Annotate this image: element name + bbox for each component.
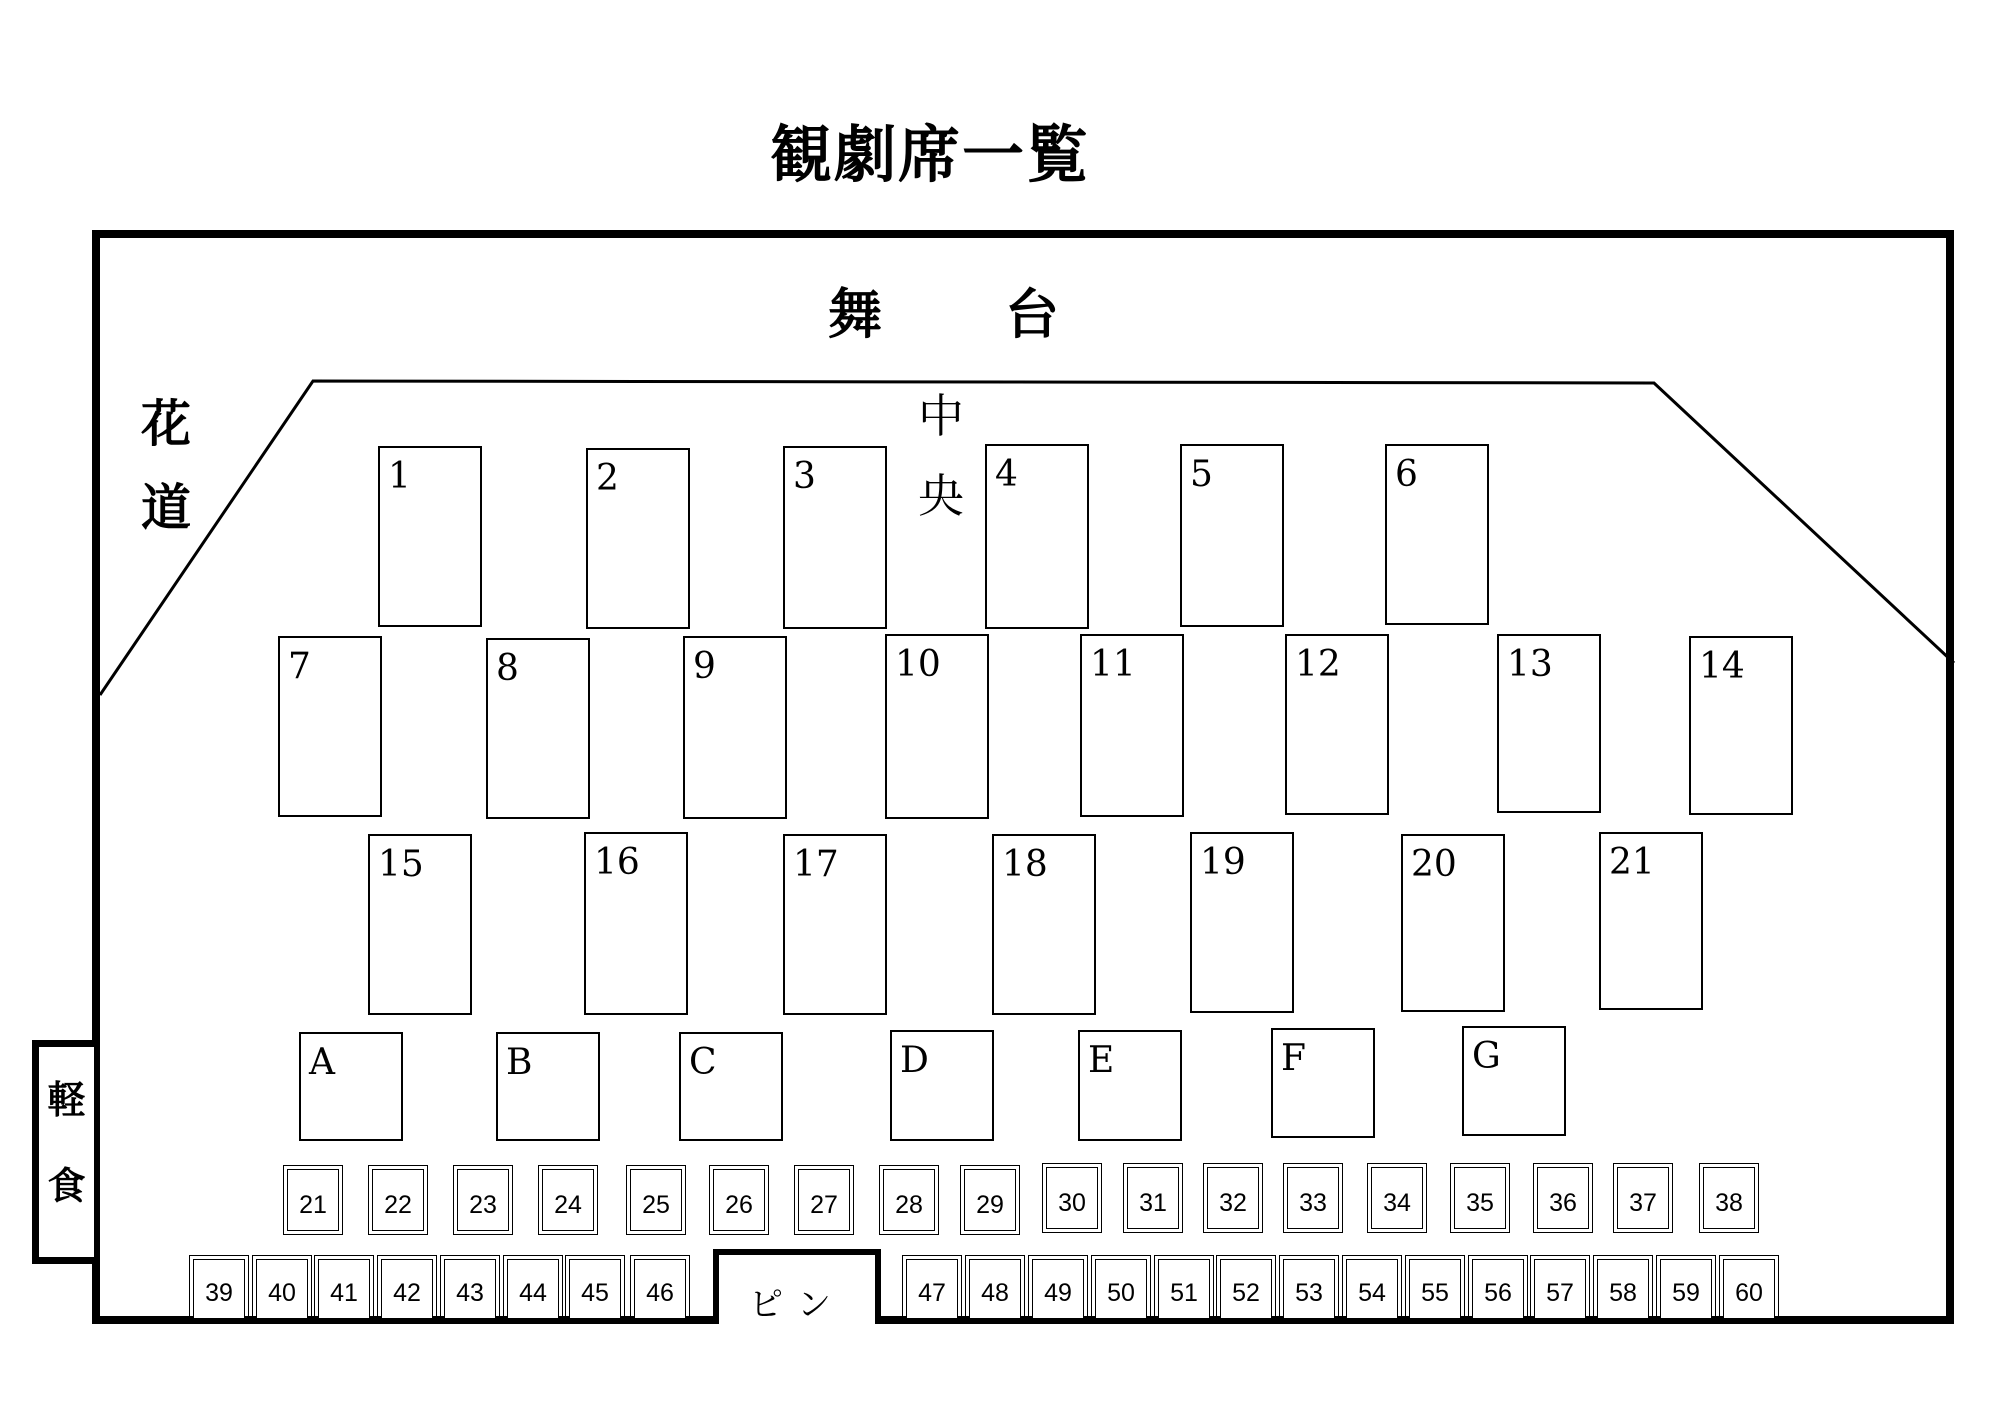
seat-label: B [506, 1042, 533, 1083]
seat-small-label: 28 [895, 1191, 923, 1219]
seat-small-49[interactable] [1032, 1259, 1084, 1319]
seat-label: G [1472, 1036, 1501, 1077]
seat-small-33[interactable] [1287, 1167, 1339, 1229]
seat-label: 15 [378, 844, 424, 885]
seat-label: 17 [793, 844, 839, 885]
seat-small-label: 27 [810, 1191, 838, 1219]
seat-small-label: 59 [1672, 1279, 1700, 1307]
seat-small-39[interactable] [193, 1259, 245, 1319]
seat-label: 16 [594, 842, 640, 883]
seat-small-31[interactable] [1127, 1167, 1179, 1229]
seat-small-label: 22 [384, 1191, 412, 1219]
seat-small-label: 46 [646, 1279, 674, 1307]
stage-label-2: 台 [1005, 283, 1059, 346]
seat-small-40[interactable] [256, 1259, 308, 1319]
seat-small-42[interactable] [381, 1259, 433, 1319]
seat-small-label: 40 [268, 1279, 296, 1307]
seat-3[interactable] [783, 446, 887, 629]
seat-small-34[interactable] [1371, 1167, 1423, 1229]
seat-small-58[interactable] [1597, 1259, 1649, 1319]
seat-small-25[interactable] [630, 1169, 682, 1231]
seat-4[interactable] [985, 444, 1089, 629]
seat-label: 2 [596, 458, 619, 499]
seat-small-52[interactable] [1220, 1259, 1272, 1319]
seat-small-45[interactable] [569, 1259, 621, 1319]
seat-small-label: 43 [456, 1279, 484, 1307]
seat-A[interactable] [299, 1032, 403, 1141]
seat-small-label: 60 [1735, 1279, 1763, 1307]
seat-label: 20 [1411, 844, 1457, 885]
snack-label-2: 食 [47, 1164, 86, 1208]
seat-small-label: 48 [981, 1279, 1009, 1307]
seat-small-47[interactable] [906, 1259, 958, 1319]
seat-17[interactable] [783, 834, 887, 1015]
seat-label: 9 [693, 646, 716, 687]
seat-C[interactable] [679, 1032, 783, 1141]
seat-small-60[interactable] [1723, 1259, 1775, 1319]
seat-small-28[interactable] [883, 1169, 935, 1231]
seat-small-21[interactable] [287, 1169, 339, 1231]
seat-label: E [1088, 1040, 1115, 1081]
seat-small-50[interactable] [1095, 1259, 1147, 1319]
seat-20[interactable] [1401, 834, 1505, 1012]
seat-label: A [309, 1042, 335, 1083]
center-label-1: 中 [918, 389, 964, 443]
seat-small-label: 32 [1219, 1189, 1247, 1217]
seat-8[interactable] [486, 638, 590, 819]
seat-19[interactable] [1190, 832, 1294, 1013]
seat-small-23[interactable] [457, 1169, 509, 1231]
seat-E[interactable] [1078, 1030, 1182, 1141]
center-label-2: 央 [918, 469, 964, 523]
seat-small-label: 25 [642, 1191, 670, 1219]
seat-small-label: 41 [330, 1279, 358, 1307]
seat-small-label: 45 [581, 1279, 609, 1307]
seat-label: 14 [1699, 646, 1745, 687]
seat-small-label: 57 [1546, 1279, 1574, 1307]
seat-9[interactable] [683, 636, 787, 819]
pin-label: ピン [749, 1285, 845, 1325]
seat-small-label: 39 [205, 1279, 233, 1307]
seat-small-label: 34 [1383, 1189, 1411, 1217]
seat-small-label: 56 [1484, 1279, 1512, 1307]
seat-small-54[interactable] [1346, 1259, 1398, 1319]
seat-small-48[interactable] [969, 1259, 1021, 1319]
seat-15[interactable] [368, 834, 472, 1015]
seat-small-46[interactable] [634, 1259, 686, 1319]
seat-12[interactable] [1285, 634, 1389, 815]
seat-label: 13 [1507, 644, 1553, 685]
seat-small-55[interactable] [1409, 1259, 1461, 1319]
seat-14[interactable] [1689, 636, 1793, 815]
seat-label: C [689, 1042, 717, 1083]
seat-small-43[interactable] [444, 1259, 496, 1319]
seat-label: 10 [895, 644, 941, 685]
pin-spot-booth [713, 1249, 881, 1324]
seat-label: 12 [1295, 644, 1341, 685]
seat-small-27[interactable] [798, 1169, 850, 1231]
seat-label: F [1281, 1038, 1306, 1079]
seat-small-51[interactable] [1158, 1259, 1210, 1319]
snack-label-1: 軽 [47, 1078, 86, 1122]
seat-small-label: 58 [1609, 1279, 1637, 1307]
seat-5[interactable] [1180, 444, 1284, 627]
seat-B[interactable] [496, 1032, 600, 1141]
seat-label: 1 [388, 456, 411, 497]
seat-small-label: 49 [1044, 1279, 1072, 1307]
seat-small-label: 38 [1715, 1189, 1743, 1217]
seat-small-26[interactable] [713, 1169, 765, 1231]
seat-small-41[interactable] [318, 1259, 370, 1319]
seat-small-label: 51 [1170, 1279, 1198, 1307]
seat-11[interactable] [1080, 634, 1184, 817]
seat-small-57[interactable] [1534, 1259, 1586, 1319]
seat-10[interactable] [885, 634, 989, 819]
seat-small-label: 31 [1139, 1189, 1167, 1217]
seat-small-label: 42 [393, 1279, 421, 1307]
seat-small-37[interactable] [1617, 1167, 1669, 1229]
snack-corner [32, 1040, 94, 1264]
seat-label: 8 [496, 648, 519, 689]
seat-label: 6 [1395, 454, 1418, 495]
seat-small-label: 52 [1232, 1279, 1260, 1307]
seat-label: 18 [1002, 844, 1048, 885]
seat-small-38[interactable] [1703, 1167, 1755, 1229]
seat-label: D [900, 1040, 929, 1081]
seat-small-22[interactable] [372, 1169, 424, 1231]
seat-label: 4 [995, 454, 1018, 495]
seat-6[interactable] [1385, 444, 1489, 625]
seat-label: 19 [1200, 842, 1246, 883]
seat-label: 5 [1190, 454, 1213, 495]
seat-small-label: 37 [1629, 1189, 1657, 1217]
seat-small-label: 44 [519, 1279, 547, 1307]
seat-7[interactable] [278, 636, 382, 817]
seat-small-label: 47 [918, 1279, 946, 1307]
seat-small-24[interactable] [542, 1169, 594, 1231]
seat-2[interactable] [586, 448, 690, 629]
seat-small-36[interactable] [1537, 1167, 1589, 1229]
seat-18[interactable] [992, 834, 1096, 1015]
seat-small-label: 21 [299, 1191, 327, 1219]
seat-16[interactable] [584, 832, 688, 1015]
seat-21[interactable] [1599, 832, 1703, 1010]
seat-small-label: 55 [1421, 1279, 1449, 1307]
seat-label: 21 [1609, 842, 1655, 883]
hanamichi-label-2: 道 [141, 479, 191, 537]
seat-small-59[interactable] [1660, 1259, 1712, 1319]
seat-small-35[interactable] [1454, 1167, 1506, 1229]
seat-small-label: 23 [469, 1191, 497, 1219]
seat-13[interactable] [1497, 634, 1601, 813]
hanamichi-label-1: 花 [141, 395, 191, 453]
seat-small-label: 33 [1299, 1189, 1327, 1217]
seat-small-label: 35 [1466, 1189, 1494, 1217]
seat-1[interactable] [378, 446, 482, 627]
seat-small-32[interactable] [1207, 1167, 1259, 1229]
seat-small-label: 26 [725, 1191, 753, 1219]
seat-small-53[interactable] [1283, 1259, 1335, 1319]
stage-label-1: 舞 [828, 283, 882, 346]
seat-small-label: 30 [1058, 1189, 1086, 1217]
seat-D[interactable] [890, 1030, 994, 1141]
seat-small-29[interactable] [964, 1169, 1016, 1231]
seat-label: 7 [288, 646, 311, 687]
seat-small-label: 29 [976, 1191, 1004, 1219]
seat-label: 3 [793, 456, 816, 497]
page-title: 観劇席一覧 [770, 118, 1091, 191]
seat-small-label: 24 [554, 1191, 582, 1219]
seat-F[interactable] [1271, 1028, 1375, 1138]
seat-label: 11 [1090, 644, 1136, 685]
seat-small-label: 50 [1107, 1279, 1135, 1307]
seat-small-44[interactable] [507, 1259, 559, 1319]
seat-small-30[interactable] [1046, 1167, 1098, 1229]
seat-small-label: 36 [1549, 1189, 1577, 1217]
seat-small-label: 54 [1358, 1279, 1386, 1307]
seat-small-56[interactable] [1472, 1259, 1524, 1319]
seat-G[interactable] [1462, 1026, 1566, 1136]
seat-small-label: 53 [1295, 1279, 1323, 1307]
